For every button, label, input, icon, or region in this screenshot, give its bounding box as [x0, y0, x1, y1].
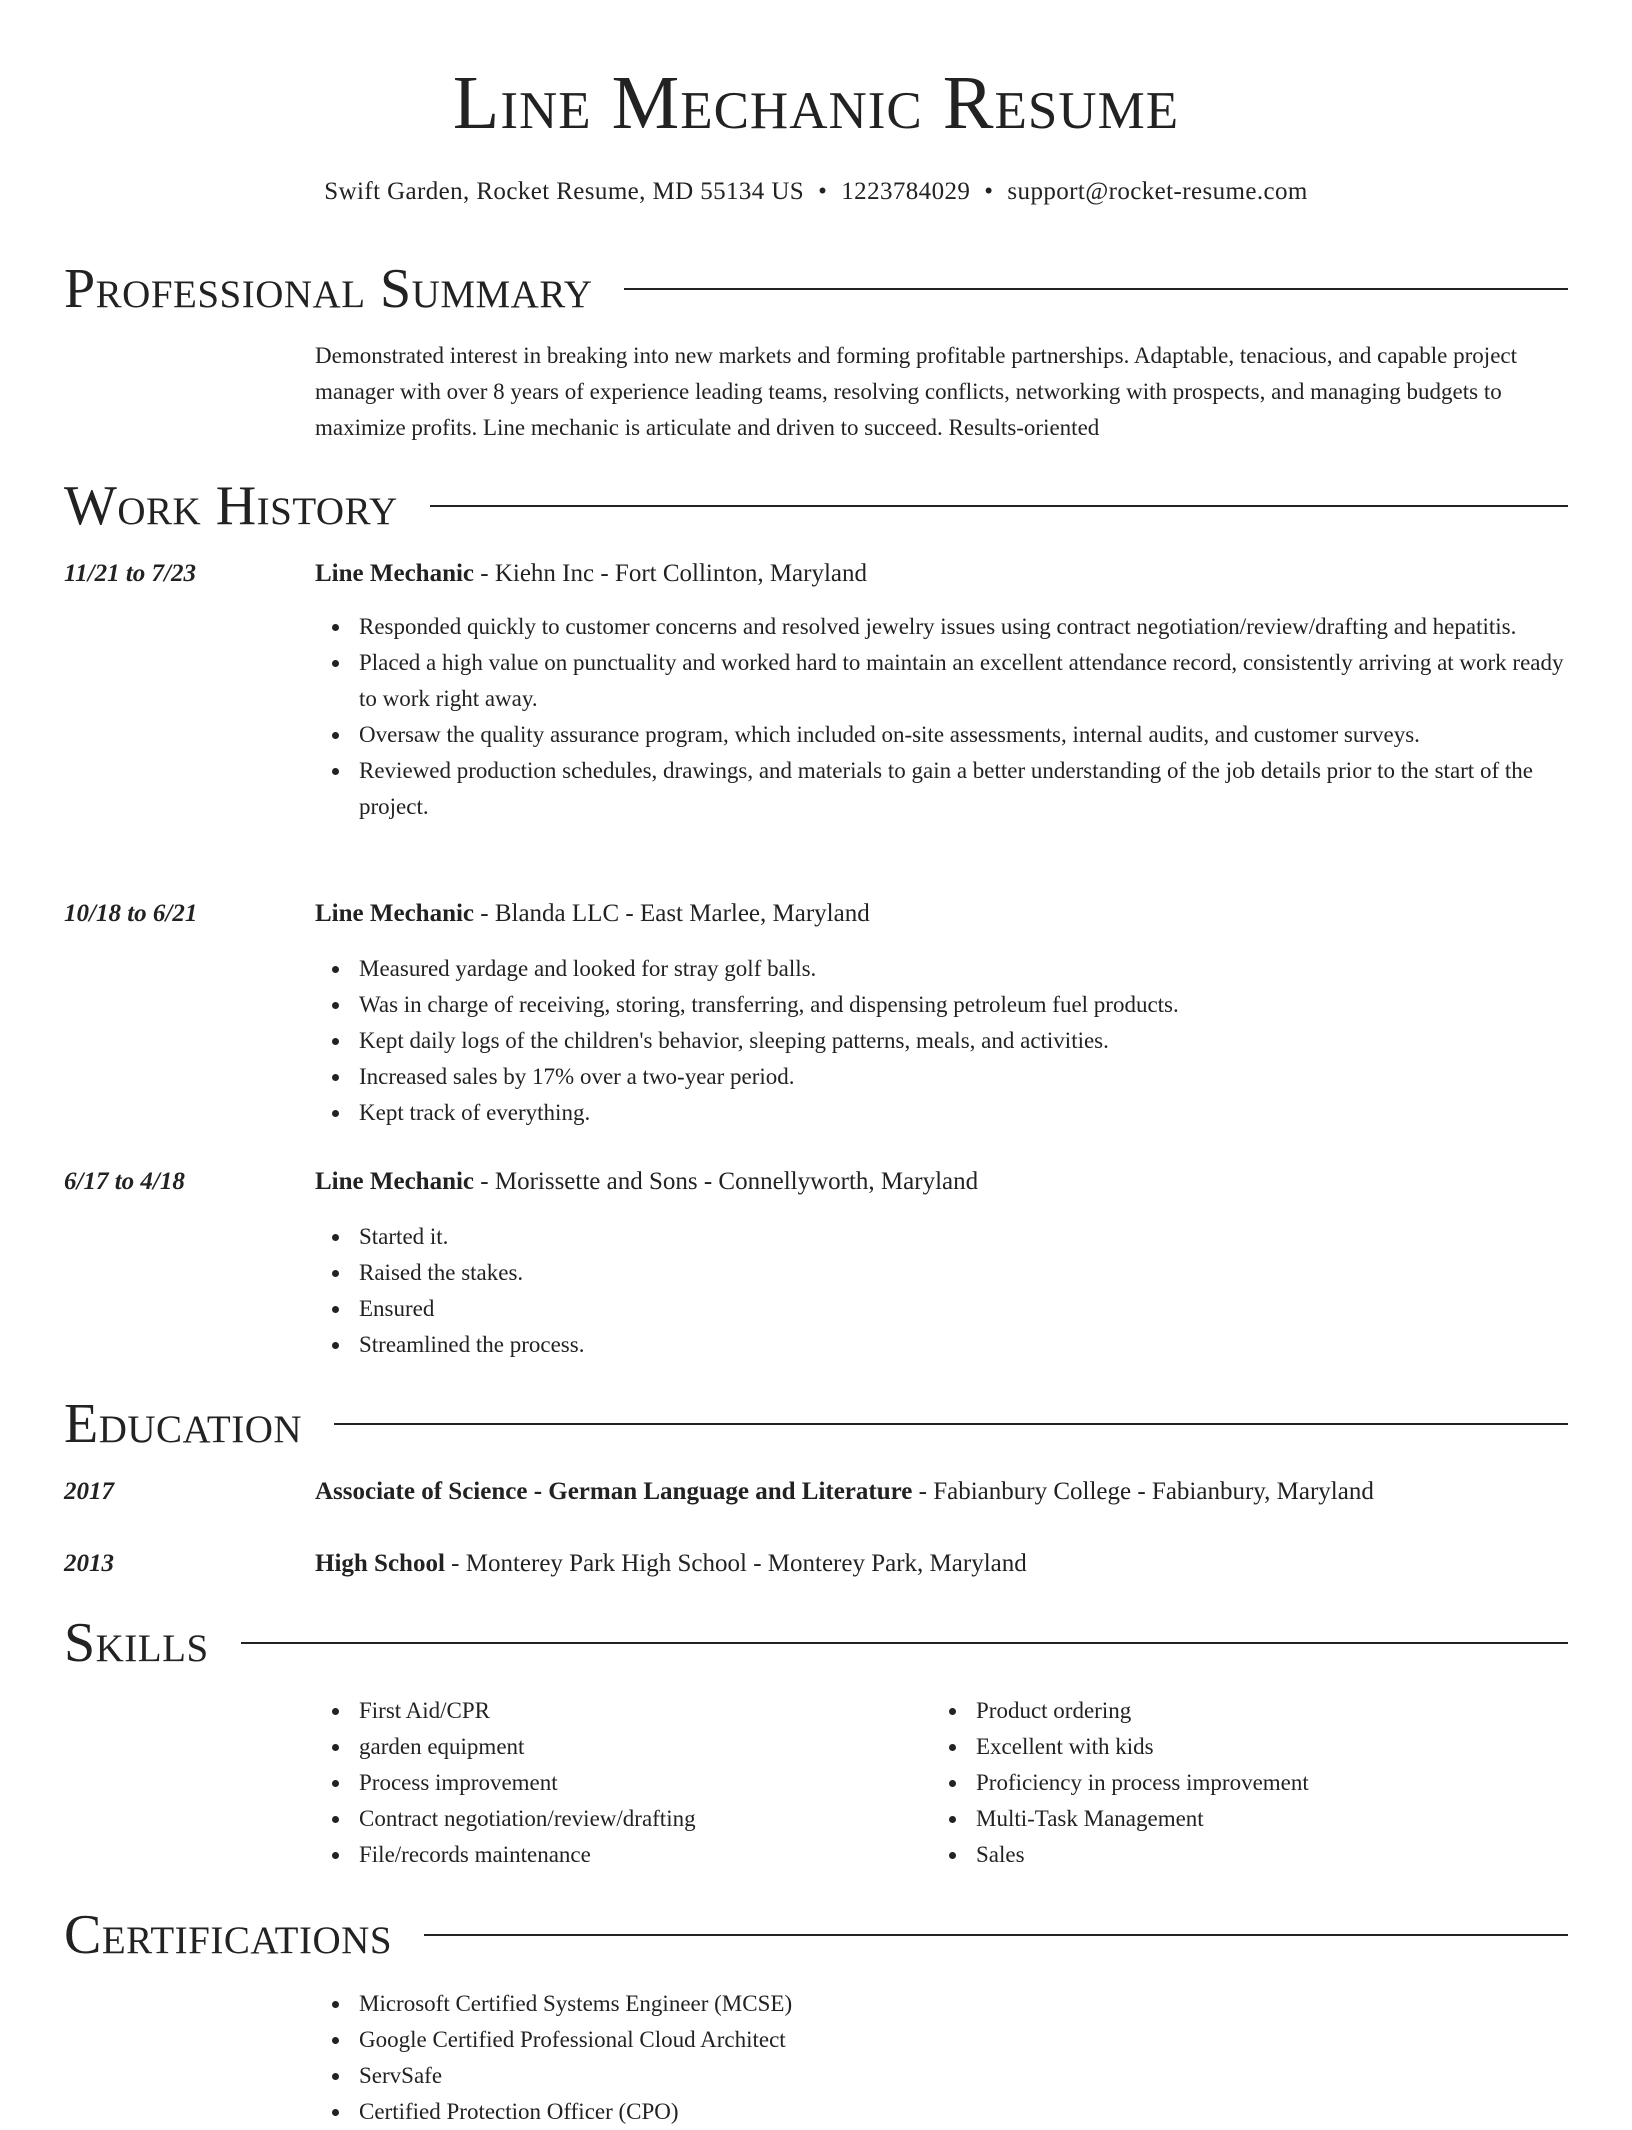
- resume-title: Line Mechanic Resume: [452, 61, 1180, 145]
- certification-item: Microsoft Certified Systems Engineer (MCSE): [359, 1986, 1568, 2022]
- job-dates: 11/21 to 7/23: [64, 560, 196, 587]
- list-item: Streamlined the process.: [359, 1327, 1568, 1363]
- skill-item: File/records maintenance: [359, 1837, 915, 1873]
- section-header-skills: [64, 1608, 1568, 1678]
- job-details: - Morissette and Sons - Connellyworth, Maryland: [474, 1168, 979, 1195]
- contact-separator: •: [984, 178, 994, 205]
- section-title: Certifications: [64, 1904, 393, 1966]
- job-heading: [315, 556, 1568, 592]
- address-text: Swift Garden, Rocket Resume, MD 55134 US: [324, 178, 805, 205]
- education-year: 2017: [64, 1478, 114, 1505]
- skill-item: Contract negotiation/review/drafting: [359, 1801, 915, 1837]
- section-header-education: [64, 1389, 1568, 1459]
- job-bullets: [315, 1219, 1568, 1363]
- list-item: Responded quickly to customer concerns and resolved jewelry issues using contract negotiation/review/drafting and hepatitis.: [359, 609, 1568, 645]
- job-dates: 10/18 to 6/21: [64, 900, 198, 927]
- education-heading: [315, 1474, 1568, 1510]
- section-title: Work History: [64, 475, 398, 537]
- education-degree: Associate of Science - German Language and Literature: [315, 1478, 913, 1505]
- contact-line: [0, 175, 1632, 209]
- section-divider: [624, 288, 1568, 290]
- section-title: Professional Summary: [64, 258, 593, 320]
- job-dates: 6/17 to 4/18: [64, 1168, 185, 1195]
- education-heading: [315, 1546, 1568, 1582]
- skill-item: garden equipment: [359, 1729, 915, 1765]
- section-divider: [424, 1934, 1568, 1936]
- list-item: Placed a high value on punctuality and worked hard to maintain an excellent attendance record, consistently arriving at work ready to work right away.: [359, 645, 1568, 717]
- section-header-summary: [64, 254, 1568, 324]
- list-item: Oversaw the quality assurance program, which included on-site assessments, internal audits, and customer surveys.: [359, 717, 1568, 753]
- section-divider: [334, 1423, 1568, 1425]
- section-divider: [241, 1642, 1568, 1644]
- certification-item: Google Certified Professional Cloud Architect: [359, 2022, 1568, 2058]
- education-details: - Monterey Park High School - Monterey Park, Maryland: [444, 1550, 1027, 1577]
- job-details: - Blanda LLC - East Marlee, Maryland: [474, 900, 870, 927]
- list-item: Reviewed production schedules, drawings, and materials to gain a better understanding of the job details prior to the start of the project.: [359, 753, 1568, 825]
- skill-item: Multi-Task Management: [976, 1801, 1568, 1837]
- list-item: Kept track of everything.: [359, 1095, 1568, 1131]
- job-title: Line Mechanic: [315, 560, 475, 587]
- email-text: support@rocket-resume.com: [1007, 178, 1308, 205]
- skill-item: First Aid/CPR: [359, 1693, 915, 1729]
- skill-item: Proficiency in process improvement: [976, 1765, 1568, 1801]
- skill-item: Sales: [976, 1837, 1568, 1873]
- list-item: Started it.: [359, 1219, 1568, 1255]
- contact-separator: •: [818, 178, 828, 205]
- summary-text: Demonstrated interest in breaking into new markets and forming profitable partnerships. Adaptable, tenacious, and capable project manager with over 8 years of experience leading teams, resolving conflicts, networking with prospects, and managing budgets to maximize profits. Line mechanic is articulate and driven to succeed. Results-oriented: [315, 343, 1517, 440]
- job-bullets: [315, 609, 1568, 825]
- skill-item: Excellent with kids: [976, 1729, 1568, 1765]
- job-title: Line Mechanic: [315, 1168, 475, 1195]
- section-header-work-history: [64, 471, 1568, 541]
- list-item: Measured yardage and looked for stray golf balls.: [359, 951, 1568, 987]
- skill-item: Product ordering: [976, 1693, 1568, 1729]
- certification-item: ServSafe: [359, 2058, 1568, 2094]
- education-year: 2013: [64, 1550, 114, 1577]
- job-bullets: [315, 951, 1568, 1131]
- list-item: Raised the stakes.: [359, 1255, 1568, 1291]
- section-title: Skills: [64, 1612, 209, 1674]
- skills-list-left: [315, 1693, 915, 1873]
- section-header-certifications: [64, 1900, 1568, 1970]
- job-heading: [315, 1164, 1568, 1200]
- list-item: Increased sales by 17% over a two-year period.: [359, 1059, 1568, 1095]
- phone-text: 1223784029: [841, 178, 971, 205]
- certification-item: Certified Protection Officer (CPO): [359, 2094, 1568, 2130]
- certifications-list: [315, 1986, 1568, 2130]
- education-details: - Fabianbury College - Fabianbury, Maryland: [912, 1478, 1374, 1505]
- job-heading: [315, 896, 1568, 932]
- skills-list-right: [932, 1693, 1568, 1873]
- list-item: Was in charge of receiving, storing, transferring, and dispensing petroleum fuel products.: [359, 987, 1568, 1023]
- list-item: Kept daily logs of the children's behavior, sleeping patterns, meals, and activities.: [359, 1023, 1568, 1059]
- education-degree: High School: [315, 1550, 445, 1577]
- skill-item: Process improvement: [359, 1765, 915, 1801]
- job-title: Line Mechanic: [315, 900, 475, 927]
- list-item: Ensured: [359, 1291, 1568, 1327]
- section-title: Education: [64, 1393, 303, 1455]
- job-details: - Kiehn Inc - Fort Collinton, Maryland: [474, 560, 868, 587]
- section-divider: [430, 505, 1568, 507]
